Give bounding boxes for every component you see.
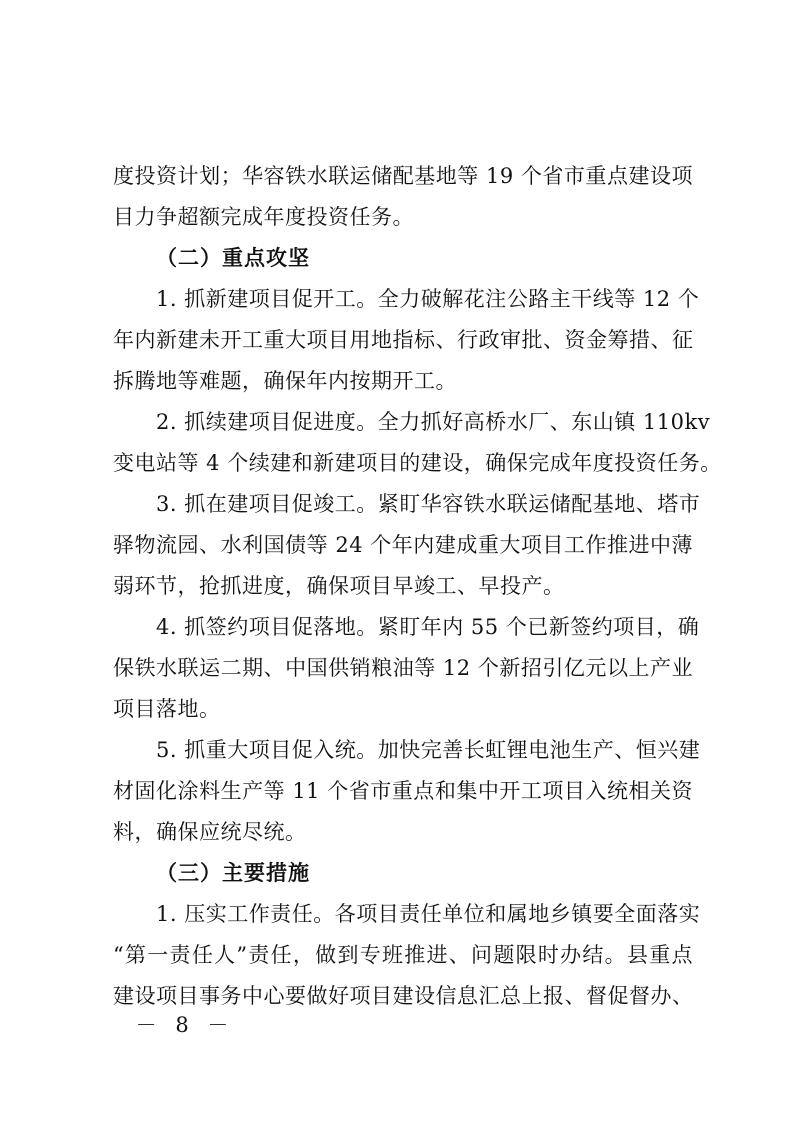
paragraph-line: 变电站等 4 个续建和新建项目的建设，确保完成年度投资任务。 [113, 451, 722, 475]
paragraph-line: 3. 抓在建项目促竣工。紧盯华容铁水联运储配基地、塔市 [156, 492, 701, 516]
page-number: － 8 － [135, 1013, 235, 1037]
paragraph-line: 度投资计划；华容铁水联运储配基地等 19 个省市重点建设项 [113, 164, 693, 188]
section-heading: （三）主要措施 [156, 861, 310, 885]
paragraph-line: 5. 抓重大项目促入统。加快完善长虹锂电池生产、恒兴建 [156, 738, 701, 762]
paragraph-line: “第一责任人”责任，做到专班推进、问题限时办结。县重点 [113, 943, 693, 967]
section-heading: （二）重点攻坚 [156, 246, 310, 270]
paragraph-line: 项目落地。 [113, 697, 221, 721]
paragraph-line: 驿物流园、水利国债等 24 个年内建成重大项目工作推进中薄 [113, 533, 693, 557]
paragraph-line: 材固化涂料生产等 11 个省市重点和集中开工项目入统相关资 [113, 779, 693, 803]
paragraph-line: 4. 抓签约项目促落地。紧盯年内 55 个已新签约项目，确 [156, 615, 700, 639]
paragraph-line: 料，确保应统尽统。 [113, 820, 307, 844]
paragraph-line: 年内新建未开工重大项目用地指标、行政审批、资金筹措、征 [113, 328, 694, 352]
paragraph-line: 拆腾地等难题，确保年内按期开工。 [113, 369, 457, 393]
paragraph-line: 2. 抓续建项目促进度。全力抓好高桥水厂、东山镇 110kv [156, 410, 711, 434]
paragraph-line: 1. 压实工作责任。各项目责任单位和属地乡镇要全面落实 [156, 902, 701, 926]
paragraph-line: 目力争超额完成年度投资任务。 [113, 205, 414, 229]
paragraph-line: 建设项目事务中心要做好项目建设信息汇总上报、督促督办、 [113, 984, 694, 1008]
paragraph-line: 弱环节，抢抓进度，确保项目早竣工、早投产。 [113, 574, 565, 598]
paragraph-line: 保铁水联运二期、中国供销粮油等 12 个新招引亿元以上产业 [113, 656, 693, 680]
paragraph-line: 1. 抓新建项目促开工。全力破解花注公路主干线等 12 个 [156, 287, 700, 311]
